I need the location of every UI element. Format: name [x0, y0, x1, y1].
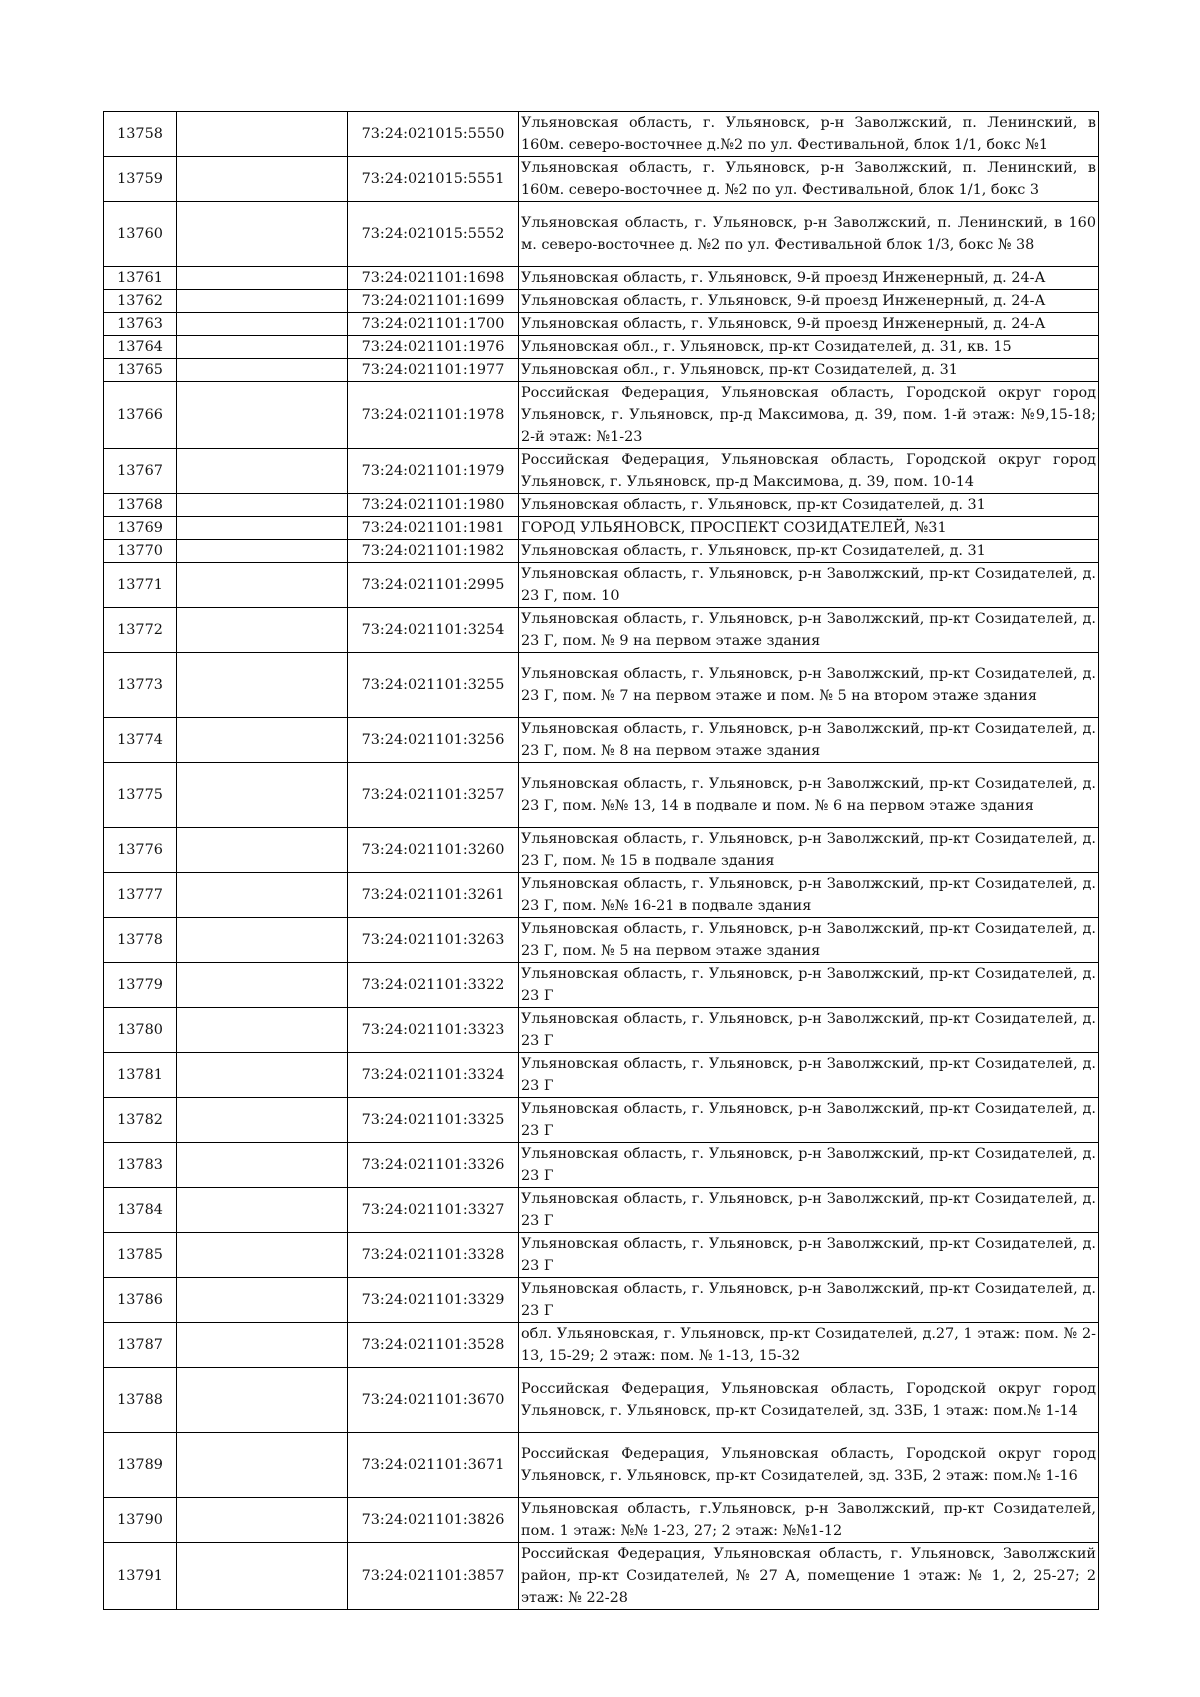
cadastral-number-cell: 73:24:021101:1979 — [348, 449, 519, 494]
address-cell: обл. Ульяновская, г. Ульяновск, пр-кт Созидателей, д.27, 1 этаж: пом. № 2-13, 15-29; 2 этаж: пом. № 1-13, 15-32 — [519, 1323, 1099, 1368]
address-cell: Ульяновская область, г. Ульяновск, пр-кт Созидателей, д. 31 — [519, 494, 1099, 517]
table-row — [104, 382, 1099, 449]
address-cell: Ульяновская область, г. Ульяновск, р-н Заволжский, пр-кт Созидателей, д. 23 Г — [519, 963, 1099, 1008]
table-row — [104, 1433, 1099, 1498]
row-number-cell: 13772 — [104, 608, 177, 653]
address-cell: Ульяновская обл., г. Ульяновск, пр-кт Созидателей, д. 31, кв. 15 — [519, 336, 1099, 359]
address-cell: Российская Федерация, Ульяновская область, Городской округ город Ульяновск, г. Ульяновск, пр-кт Созидателей, зд. 33Б, 1 этаж: пом.№ 1-14 — [519, 1368, 1099, 1433]
cadastral-number-cell: 73:24:021101:3857 — [348, 1543, 519, 1610]
empty-cell — [177, 718, 348, 763]
table-row — [104, 202, 1099, 267]
table-row — [104, 494, 1099, 517]
empty-cell — [177, 517, 348, 540]
table-row — [104, 1543, 1099, 1610]
row-number-cell: 13774 — [104, 718, 177, 763]
row-number-cell: 13777 — [104, 873, 177, 918]
address-cell: Российская Федерация, Ульяновская область, Городской округ город Ульяновск, г. Ульяновск, пр-д Максимова, д. 39, пом. 10-14 — [519, 449, 1099, 494]
row-number-cell: 13770 — [104, 540, 177, 563]
table-row — [104, 157, 1099, 202]
property-registry-table — [103, 111, 1099, 1610]
empty-cell — [177, 1098, 348, 1143]
table-row — [104, 1098, 1099, 1143]
address-cell: Ульяновская область, г. Ульяновск, р-н Заволжский, пр-кт Созидателей, д. 23 Г — [519, 1143, 1099, 1188]
row-number-cell: 13775 — [104, 763, 177, 828]
cadastral-number-cell: 73:24:021101:1698 — [348, 267, 519, 290]
empty-cell — [177, 563, 348, 608]
row-number-cell: 13779 — [104, 963, 177, 1008]
empty-cell — [177, 1498, 348, 1543]
table-row — [104, 828, 1099, 873]
cadastral-number-cell: 73:24:021101:1700 — [348, 313, 519, 336]
table-row — [104, 608, 1099, 653]
row-number-cell: 13773 — [104, 653, 177, 718]
table-row — [104, 290, 1099, 313]
empty-cell — [177, 1278, 348, 1323]
empty-cell — [177, 1368, 348, 1433]
cadastral-number-cell: 73:24:021101:1980 — [348, 494, 519, 517]
table-row — [104, 336, 1099, 359]
table-row — [104, 763, 1099, 828]
cadastral-number-cell: 73:24:021101:3329 — [348, 1278, 519, 1323]
address-cell: Ульяновская область, г. Ульяновск, 9-й проезд Инженерный, д. 24-А — [519, 313, 1099, 336]
cadastral-number-cell: 73:24:021101:3671 — [348, 1433, 519, 1498]
empty-cell — [177, 1233, 348, 1278]
address-cell: Ульяновская область, г. Ульяновск, р-н Заволжский, пр-кт Созидателей, д. 23 Г — [519, 1188, 1099, 1233]
table-row — [104, 718, 1099, 763]
address-cell: Ульяновская область, г. Ульяновск, р-н Заволжский, пр-кт Созидателей, д. 23 Г, пом. № 9 на первом этаже здания — [519, 608, 1099, 653]
address-cell: Ульяновская область, г. Ульяновск, р-н Заволжский, пр-кт Созидателей, д. 23 Г — [519, 1278, 1099, 1323]
table-row — [104, 1143, 1099, 1188]
cadastral-number-cell: 73:24:021101:3254 — [348, 608, 519, 653]
row-number-cell: 13766 — [104, 382, 177, 449]
address-cell: ГОРОД УЛЬЯНОВСК, ПРОСПЕКТ СОЗИДАТЕЛЕЙ, №31 — [519, 517, 1099, 540]
row-number-cell: 13781 — [104, 1053, 177, 1098]
row-number-cell: 13771 — [104, 563, 177, 608]
address-cell: Ульяновская область, г. Ульяновск, 9-й проезд Инженерный, д. 24-А — [519, 267, 1099, 290]
table-row — [104, 359, 1099, 382]
table-row — [104, 517, 1099, 540]
cadastral-number-cell: 73:24:021101:3255 — [348, 653, 519, 718]
address-cell: Ульяновская область, г. Ульяновск, р-н Заволжский, пр-кт Созидателей, д. 23 Г, пом. № 5 на первом этаже здания — [519, 918, 1099, 963]
table-row — [104, 873, 1099, 918]
table-row — [104, 1053, 1099, 1098]
row-number-cell: 13790 — [104, 1498, 177, 1543]
table-row — [104, 1498, 1099, 1543]
cadastral-number-cell: 73:24:021101:3328 — [348, 1233, 519, 1278]
empty-cell — [177, 1053, 348, 1098]
row-number-cell: 13767 — [104, 449, 177, 494]
cadastral-number-cell: 73:24:021101:3670 — [348, 1368, 519, 1433]
cadastral-number-cell: 73:24:021101:3327 — [348, 1188, 519, 1233]
empty-cell — [177, 918, 348, 963]
empty-cell — [177, 608, 348, 653]
cadastral-number-cell: 73:24:021101:2995 — [348, 563, 519, 608]
empty-cell — [177, 1433, 348, 1498]
address-cell: Ульяновская область, г. Ульяновск, р-н Заволжский, пр-кт Созидателей, д. 23 Г, пом. № 15 в подвале здания — [519, 828, 1099, 873]
table-row — [104, 1323, 1099, 1368]
address-cell: Ульяновская область, г. Ульяновск, р-н Заволжский, пр-кт Созидателей, д. 23 Г — [519, 1233, 1099, 1278]
table-row — [104, 449, 1099, 494]
empty-cell — [177, 873, 348, 918]
row-number-cell: 13776 — [104, 828, 177, 873]
empty-cell — [177, 202, 348, 267]
cadastral-number-cell: 73:24:021015:5551 — [348, 157, 519, 202]
cadastral-number-cell: 73:24:021101:3257 — [348, 763, 519, 828]
row-number-cell: 13762 — [104, 290, 177, 313]
table-row — [104, 267, 1099, 290]
address-cell: Ульяновская область, г. Ульяновск, р-н Заволжский, пр-кт Созидателей, д. 23 Г, пом. 10 — [519, 563, 1099, 608]
address-cell: Ульяновская область, г. Ульяновск, р-н Заволжский, пр-кт Созидателей, д. 23 Г — [519, 1098, 1099, 1143]
table-row — [104, 313, 1099, 336]
cadastral-number-cell: 73:24:021101:3326 — [348, 1143, 519, 1188]
row-number-cell: 13760 — [104, 202, 177, 267]
row-number-cell: 13784 — [104, 1188, 177, 1233]
table-row — [104, 1368, 1099, 1433]
cadastral-number-cell: 73:24:021101:3256 — [348, 718, 519, 763]
address-cell: Ульяновская область, г. Ульяновск, р-н Заволжский, п. Ленинский, в 160 м. северо-восточнее д. №2 по ул. Фестивальной блок 1/3, бокс № 38 — [519, 202, 1099, 267]
row-number-cell: 13765 — [104, 359, 177, 382]
empty-cell — [177, 963, 348, 1008]
empty-cell — [177, 1543, 348, 1610]
address-cell: Российская Федерация, Ульяновская область, Городской округ город Ульяновск, г. Ульяновск, пр-д Максимова, д. 39, пом. 1-й этаж: №9,15-18; 2-й этаж: №1-23 — [519, 382, 1099, 449]
cadastral-number-cell: 73:24:021101:1699 — [348, 290, 519, 313]
row-number-cell: 13761 — [104, 267, 177, 290]
empty-cell — [177, 267, 348, 290]
empty-cell — [177, 449, 348, 494]
row-number-cell: 13759 — [104, 157, 177, 202]
empty-cell — [177, 653, 348, 718]
row-number-cell: 13782 — [104, 1098, 177, 1143]
row-number-cell: 13758 — [104, 112, 177, 157]
address-cell: Ульяновская область, г. Ульяновск, р-н Заволжский, пр-кт Созидателей, д. 23 Г, пом. № 7 на первом этаже и пом. № 5 на втором этаже здания — [519, 653, 1099, 718]
row-number-cell: 13787 — [104, 1323, 177, 1368]
address-cell: Ульяновская область, г. Ульяновск, р-н Заволжский, пр-кт Созидателей, д. 23 Г — [519, 1008, 1099, 1053]
cadastral-number-cell: 73:24:021101:3322 — [348, 963, 519, 1008]
cadastral-number-cell: 73:24:021101:1981 — [348, 517, 519, 540]
cadastral-number-cell: 73:24:021101:3528 — [348, 1323, 519, 1368]
cadastral-number-cell: 73:24:021101:3260 — [348, 828, 519, 873]
table-row — [104, 563, 1099, 608]
address-cell: Ульяновская область, г.Ульяновск, р-н Заволжский, пр-кт Созидателей, пом. 1 этаж: №№ 1-23, 27; 2 этаж: №№1-12 — [519, 1498, 1099, 1543]
table-row — [104, 1188, 1099, 1233]
address-cell: Российская Федерация, Ульяновская область, г. Ульяновск, Заволжский район, пр-кт Созидателей, № 27 А, помещение 1 этаж: № 1, 2, 25-27; 2 этаж: № 22-28 — [519, 1543, 1099, 1610]
address-cell: Ульяновская область, г. Ульяновск, р-н Заволжский, п. Ленинский, в 160м. северо-восточнее д. №2 по ул. Фестивальной, блок 1/1, бокс 3 — [519, 157, 1099, 202]
cadastral-number-cell: 73:24:021015:5552 — [348, 202, 519, 267]
row-number-cell: 13764 — [104, 336, 177, 359]
row-number-cell: 13786 — [104, 1278, 177, 1323]
row-number-cell: 13763 — [104, 313, 177, 336]
empty-cell — [177, 382, 348, 449]
row-number-cell: 13791 — [104, 1543, 177, 1610]
address-cell: Ульяновская обл., г. Ульяновск, пр-кт Созидателей, д. 31 — [519, 359, 1099, 382]
empty-cell — [177, 1143, 348, 1188]
address-cell: Ульяновская область, г. Ульяновск, 9-й проезд Инженерный, д. 24-А — [519, 290, 1099, 313]
cadastral-number-cell: 73:24:021101:1982 — [348, 540, 519, 563]
cadastral-number-cell: 73:24:021101:3324 — [348, 1053, 519, 1098]
empty-cell — [177, 1188, 348, 1233]
row-number-cell: 13783 — [104, 1143, 177, 1188]
address-cell: Ульяновская область, г. Ульяновск, р-н Заволжский, п. Ленинский, в 160м. северо-восточнее д.№2 по ул. Фестивальной, блок 1/1, бокс №1 — [519, 112, 1099, 157]
row-number-cell: 13780 — [104, 1008, 177, 1053]
cadastral-number-cell: 73:24:021015:5550 — [348, 112, 519, 157]
address-cell: Ульяновская область, г. Ульяновск, р-н Заволжский, пр-кт Созидателей, д. 23 Г — [519, 1053, 1099, 1098]
empty-cell — [177, 313, 348, 336]
row-number-cell: 13788 — [104, 1368, 177, 1433]
row-number-cell: 13769 — [104, 517, 177, 540]
empty-cell — [177, 359, 348, 382]
empty-cell — [177, 336, 348, 359]
table-row — [104, 540, 1099, 563]
table-row — [104, 1233, 1099, 1278]
cadastral-number-cell: 73:24:021101:1978 — [348, 382, 519, 449]
empty-cell — [177, 828, 348, 873]
empty-cell — [177, 157, 348, 202]
address-cell: Ульяновская область, г. Ульяновск, р-н Заволжский, пр-кт Созидателей, д. 23 Г, пом. №№ 16-21 в подвале здания — [519, 873, 1099, 918]
row-number-cell: 13778 — [104, 918, 177, 963]
cadastral-number-cell: 73:24:021101:3826 — [348, 1498, 519, 1543]
table-row — [104, 112, 1099, 157]
cadastral-number-cell: 73:24:021101:1976 — [348, 336, 519, 359]
empty-cell — [177, 763, 348, 828]
table-row — [104, 1008, 1099, 1053]
row-number-cell: 13785 — [104, 1233, 177, 1278]
address-cell: Ульяновская область, г. Ульяновск, р-н Заволжский, пр-кт Созидателей, д. 23 Г, пом. №№ 13, 14 в подвале и пом. № 6 на первом этаже здания — [519, 763, 1099, 828]
empty-cell — [177, 1323, 348, 1368]
cadastral-number-cell: 73:24:021101:3323 — [348, 1008, 519, 1053]
row-number-cell: 13768 — [104, 494, 177, 517]
empty-cell — [177, 290, 348, 313]
registry-table-body — [104, 112, 1099, 1610]
address-cell: Ульяновская область, г. Ульяновск, пр-кт Созидателей, д. 31 — [519, 540, 1099, 563]
empty-cell — [177, 540, 348, 563]
table-row — [104, 963, 1099, 1008]
table-row — [104, 1278, 1099, 1323]
cadastral-number-cell: 73:24:021101:3261 — [348, 873, 519, 918]
table-row — [104, 653, 1099, 718]
table-row — [104, 918, 1099, 963]
address-cell: Российская Федерация, Ульяновская область, Городской округ город Ульяновск, г. Ульяновск, пр-кт Созидателей, зд. 33Б, 2 этаж: пом.№ 1-16 — [519, 1433, 1099, 1498]
row-number-cell: 13789 — [104, 1433, 177, 1498]
address-cell: Ульяновская область, г. Ульяновск, р-н Заволжский, пр-кт Созидателей, д. 23 Г, пом. № 8 на первом этаже здания — [519, 718, 1099, 763]
empty-cell — [177, 1008, 348, 1053]
cadastral-number-cell: 73:24:021101:1977 — [348, 359, 519, 382]
cadastral-number-cell: 73:24:021101:3263 — [348, 918, 519, 963]
empty-cell — [177, 112, 348, 157]
cadastral-number-cell: 73:24:021101:3325 — [348, 1098, 519, 1143]
empty-cell — [177, 494, 348, 517]
